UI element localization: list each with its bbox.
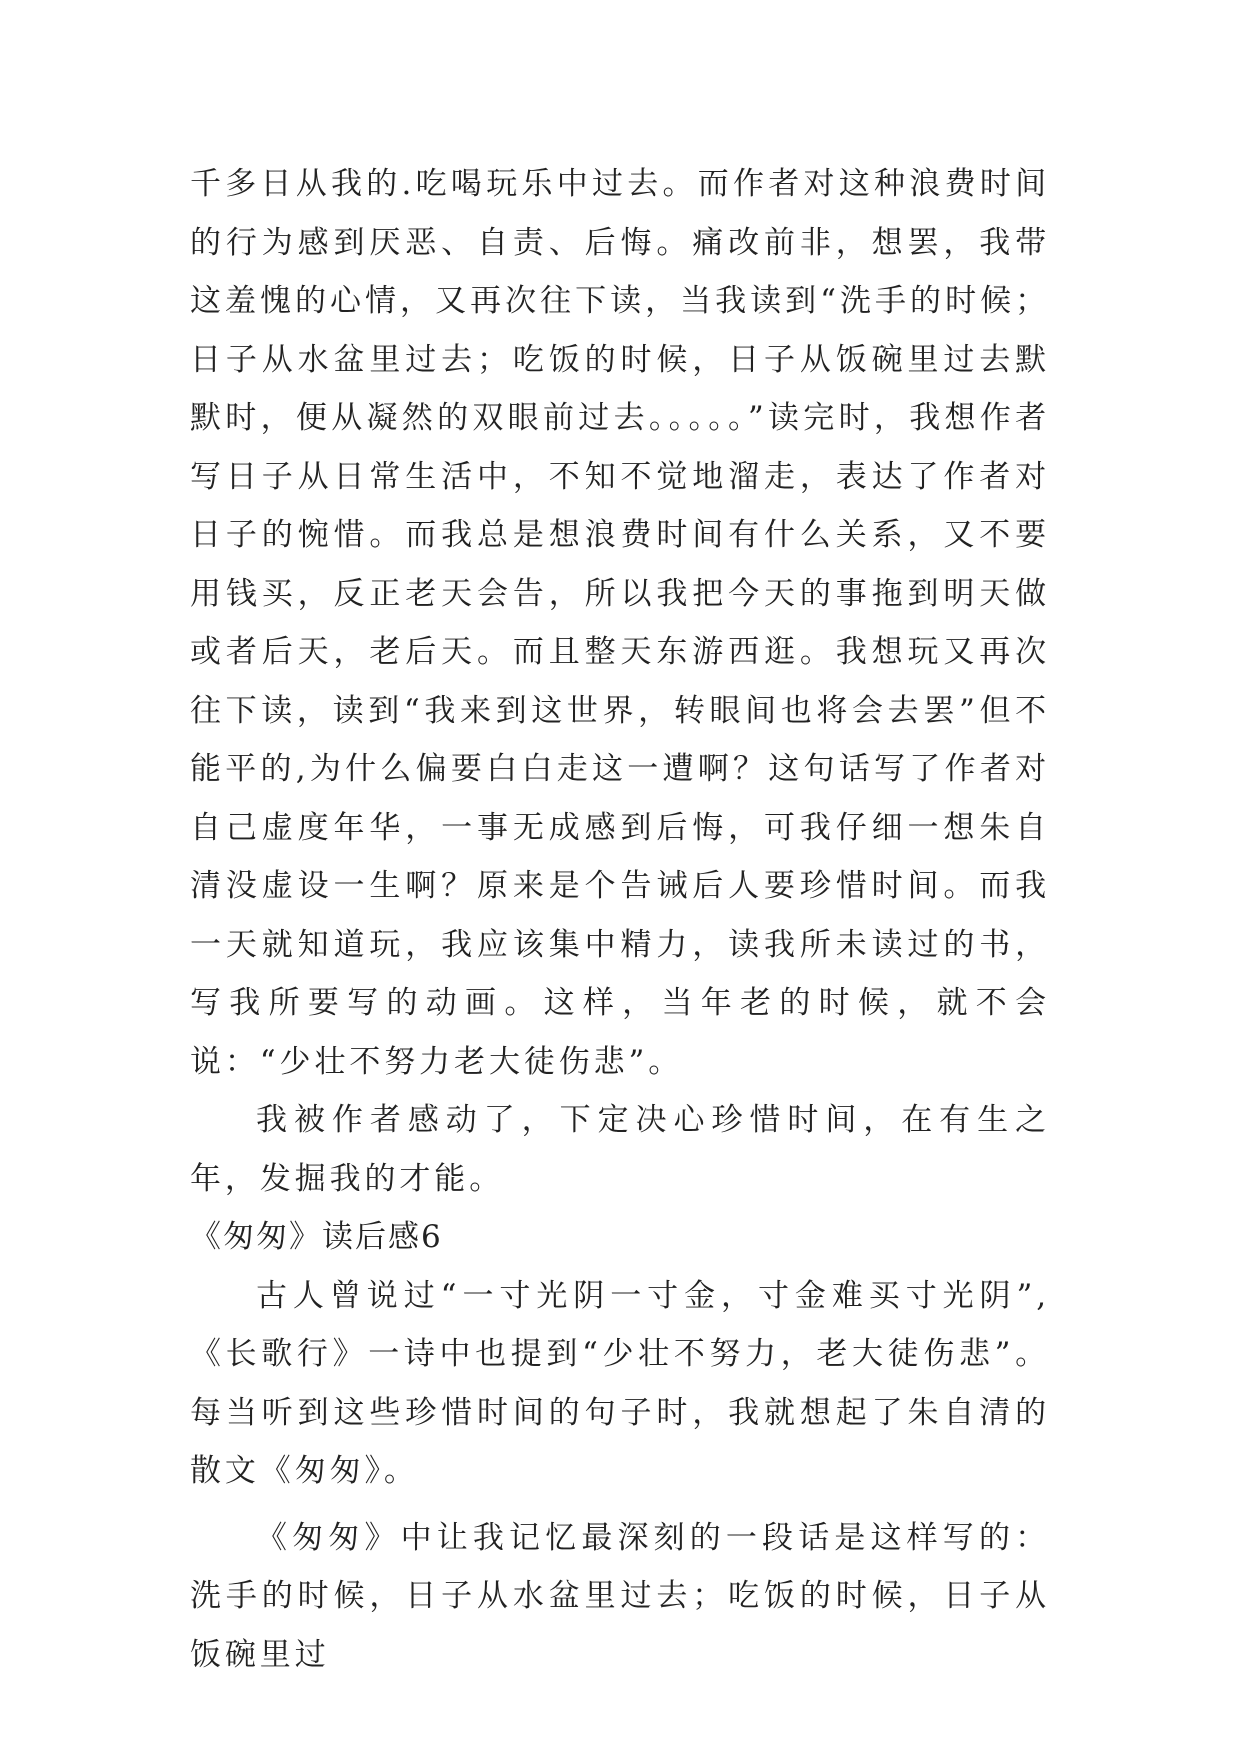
section-heading: 《匆匆》读后感6 <box>190 1219 443 1255</box>
paragraph-memorable-passage: 《匆匆》中让我记忆最深刻的一段话是这样写的：洗手的时候，日子从水盆里过去；吃饭的时候，日子从饭碗里过 <box>190 1519 1050 1673</box>
paragraph-resolution: 我被作者感动了，下定决心珍惜时间，在有生之年，发掘我的才能。 <box>190 1102 1050 1197</box>
paragraph-ancient-sayings: 古人曾说过“一寸光阴一寸金，寸金难买寸光阴”,《长歌行》一诗中也提到“少壮不努力，老大徒伤悲”。每当听到这些珍惜时间的句子时，我就想起了朱自清的散文《匆匆》。 <box>190 1277 1050 1489</box>
document-page <box>190 155 1050 1684</box>
paragraph-reflection-continued: 千多日从我的.吃喝玩乐中过去。而作者对这种浪费时间的行为感到厌恶、自责、后悔。痛改前非，想罢，我带这羞愧的心情，又再次往下读，当我读到“洗手的时候；日子从水盆里过去；吃饭的时候，日子从饭碗里过去默默时，便从凝然的双眼前过去。。。。。”读完时，我想作者写日子从日常生活中，不知不觉地溜走，表达了作者对日子的惋惜。而我总是想浪费时间有什么关系，又不要用钱买，反正老天会告，所以我把今天的事拖到明天做或者后天，老后天。而且整天东游西逛。我想玩又再次往下读，读到“我来到这世界，转眼间也将会去罢”但不能平的,为什么偏要白白走这一遭啊？这句话写了作者对自己虚度年华，一事无成感到后悔，可我仔细一想朱自清没虚设一生啊？原来是个告诫后人要珍惜时间。而我一天就知道玩，我应该集中精力，读我所未读过的书，写我所要写的动画。这样，当年老的时候，就不会说：“少壮不努力老大徒伤悲”。 <box>190 166 1050 1080</box>
